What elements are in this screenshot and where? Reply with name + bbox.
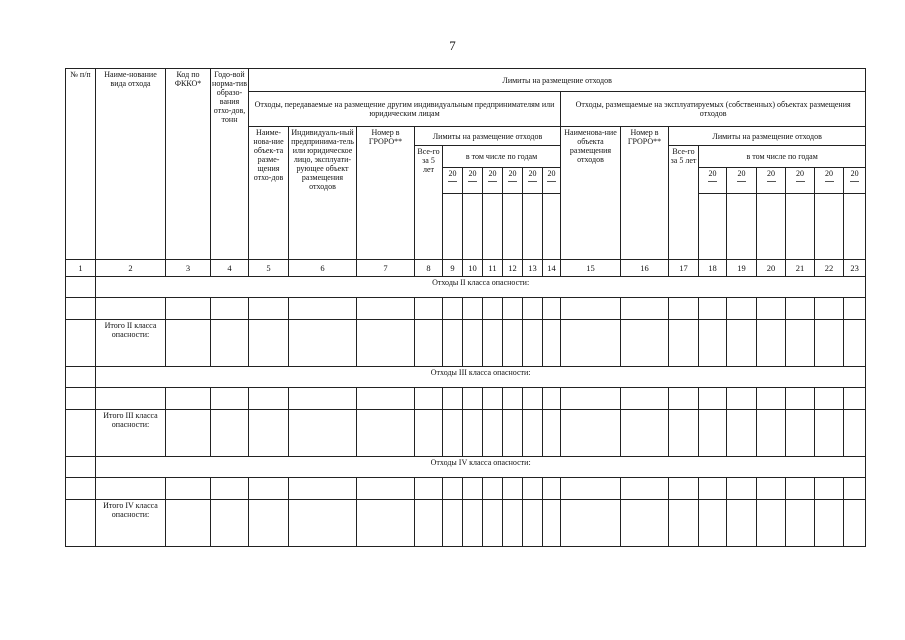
header-object-name-a: Наиме-нова-ние объек-та разме-щения отхо-дов — [249, 127, 289, 260]
empty-cell — [66, 277, 96, 298]
year-cell: 20 — [727, 168, 757, 194]
col-number: 21 — [786, 260, 815, 277]
total-row — [66, 320, 866, 367]
header-groro-b: Номер в ГРОРО** — [621, 127, 669, 260]
header-fkko: Код по ФККО* — [166, 69, 211, 260]
header-own-objects: Отходы, размещаемые на эксплуатируемых (собственных) объектах размещения отходов — [561, 92, 866, 127]
section-total-label: Итого II класса опасности: — [96, 320, 166, 367]
total-row — [66, 500, 866, 547]
col-number: 17 — [669, 260, 699, 277]
col-number: 14 — [543, 260, 561, 277]
data-row — [66, 478, 866, 500]
year-cell: 20 — [757, 168, 786, 194]
total-row — [66, 410, 866, 457]
col-number: 20 — [757, 260, 786, 277]
col-number: 22 — [815, 260, 844, 277]
waste-limits-table — [65, 68, 866, 547]
col-number: 4 — [211, 260, 249, 277]
col-number: 15 — [561, 260, 621, 277]
col-number: 18 — [699, 260, 727, 277]
col-number: 23 — [844, 260, 866, 277]
col-number: 9 — [443, 260, 463, 277]
header-limits-a: Лимиты на размещение отходов — [415, 127, 561, 146]
col-number: 10 — [463, 260, 483, 277]
section-title: Отходы III класса опасности: — [96, 367, 866, 388]
col-number: 11 — [483, 260, 503, 277]
col-number: 8 — [415, 260, 443, 277]
header-limits-b: Лимиты на размещение отходов — [669, 127, 866, 146]
col-number: 16 — [621, 260, 669, 277]
section-title: Отходы IV класса опасности: — [96, 457, 866, 478]
header-entrepreneur: Индивидуаль-ный предпринима-тель или юридическое лицо, эксплуати-рующее объект размещения отходов — [289, 127, 357, 260]
col-number: 6 — [289, 260, 357, 277]
header-by-years-b: в том числе по годам — [699, 146, 866, 168]
year-cell: 20 — [543, 168, 561, 194]
section-total-label: Итого IV класса опасности: — [96, 500, 166, 547]
year-cell: 20 — [699, 168, 727, 194]
data-row — [66, 298, 866, 320]
header-annual-norm: Годо-вой норма-тив образо-вания отхо-дов, тонн — [211, 69, 249, 260]
header-groro-a: Номер в ГРОРО** — [357, 127, 415, 260]
year-cell: 20 — [786, 168, 815, 194]
col-number: 13 — [523, 260, 543, 277]
col-number: 12 — [503, 260, 523, 277]
page-number: 7 — [449, 38, 456, 53]
header-total-5y-a: Все-го за 5 лет — [415, 146, 443, 260]
header-by-years-a: в том числе по годам — [443, 146, 561, 168]
col-number: 7 — [357, 260, 415, 277]
year-cell: 20 — [503, 168, 523, 194]
header-transferred: Отходы, передаваемые на размещение другим индивидуальным предпринимателям или юридическим лицам — [249, 92, 561, 127]
year-cell: 20 — [844, 168, 866, 194]
header-waste-name: Наиме-нование вида отхода — [96, 69, 166, 260]
section-title: Отходы II класса опасности: — [96, 277, 866, 298]
col-number: 5 — [249, 260, 289, 277]
year-cell: 20 — [523, 168, 543, 194]
header-limits: Лимиты на размещение отходов — [249, 69, 866, 92]
col-number: 1 — [66, 260, 96, 277]
col-number: 3 — [166, 260, 211, 277]
empty-cell — [66, 367, 96, 388]
header-num: № п/п — [66, 69, 96, 260]
col-number: 2 — [96, 260, 166, 277]
header-total-5y-b: Все-го за 5 лет — [669, 146, 699, 260]
column-numbers-row — [66, 260, 866, 277]
section-total-label: Итого III класса опасности: — [96, 410, 166, 457]
empty-cell — [66, 457, 96, 478]
year-cell: 20 — [443, 168, 463, 194]
year-cell: 20 — [463, 168, 483, 194]
year-cell: 20 — [815, 168, 844, 194]
header-object-name-b: Наименова-ние объекта размещения отходов — [561, 127, 621, 260]
year-cell: 20 — [483, 168, 503, 194]
data-row — [66, 388, 866, 410]
col-number: 19 — [727, 260, 757, 277]
